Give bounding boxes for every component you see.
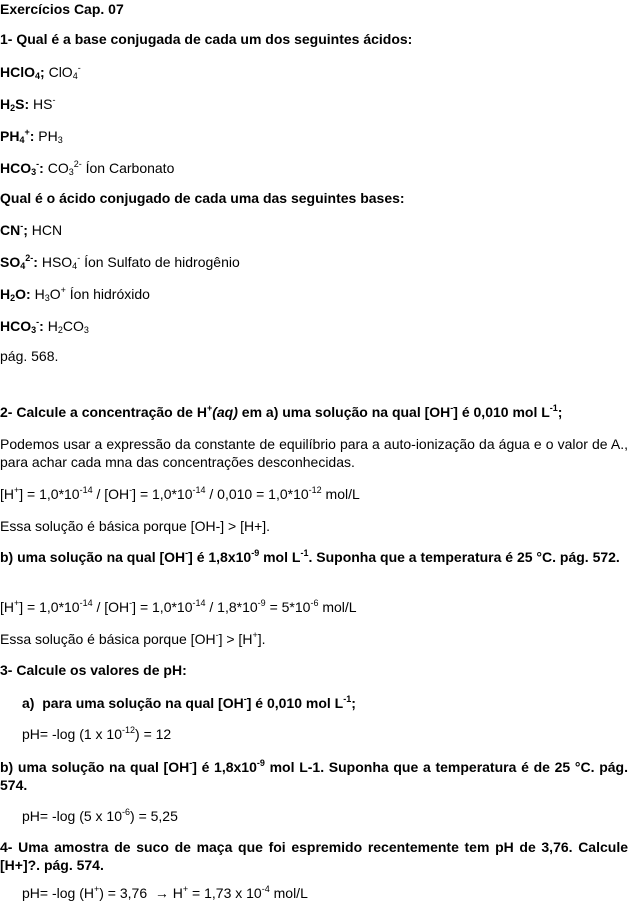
q2-explanation: Podemos usar a expressão da constante de equilíbrio para a auto-ionização da água e o valor de A., para achar cada mna das concentrações desconhecidas. <box>0 436 628 470</box>
q3-prompt-a: a) para uma solução na qual [OH-] é 0,010 mol $L^{-1}$; <box>22 694 356 711</box>
q3-answer-a: pH= -log (1 x $10^{-12}) = 12$ <box>22 725 172 742</box>
q1-item-hco3: $HCO_3^-$: $CO_3^{2-}$ Íon Carbonato <box>0 159 175 177</box>
question-4-prompt: 4- Uma amostra de suco de maça que foi espremido recentemente tem pH de 3,76. Calcule [H+]?. pág. 574. <box>0 839 628 873</box>
q1-item-hco3-base: $HCO_3^-$: $H_2CO_3$ <box>0 317 89 335</box>
q2-result-b: Essa solução é básica porque [OH-] > [H+]. <box>0 630 266 647</box>
q1-item-h2s: $H_2S$: HS- <box>0 95 56 113</box>
document-title: Exercícios Cap. 07 <box>0 1 124 17</box>
q1-item-cn: CN-; HCN <box>0 221 63 238</box>
question-2-prompt-a: 2- Calcule a concentração de H+(aq) em a) uma solução na qual [OH-] é 0,010 mol $L^{-1}$; <box>0 403 563 420</box>
q2-calculation-b: $[H^+] = 1,0*10^{-14} / [OH^-] = 1,0*10^{-14} / 1,8*10^{-9} = 5*10^{-6}$ mol/L <box>0 598 357 615</box>
q2-calculation-a: $[H^+] = 1,0*10^{-14} / [OH^-] = 1,0*10^{-14} / 0,010 = 1,0*10^{-12}$ mol/L <box>0 485 360 502</box>
q1-page-reference: pág. 568. <box>0 348 59 364</box>
question-3-prompt: 3- Calcule os valores de pH: <box>0 662 187 678</box>
q2-result-a: Essa solução é básica porque [OH-] > [H+]. <box>0 518 271 534</box>
q3-answer-b: pH= -log (5 x $10^{-6}) = 5,25$ <box>22 807 178 824</box>
q3-prompt-b: b) uma solução na qual [OH-] é $1,8x10^{-9}$ mol L-1. Suponha que a temperatura é de 25 °C. pág. 574. <box>0 758 628 793</box>
question-1-prompt: 1- Qual é a base conjugada de cada um dos seguintes ácidos: <box>0 31 413 47</box>
q1-item-ph4: $PH_4^+$: $PH_3$ <box>0 127 63 145</box>
question-2-prompt-b: b) uma solução na qual [OH-] é $1,8x10^{-9}$ mol $L^{-1}$. Suponha que a temperatura é 25 °C. pág. 572. <box>0 548 620 565</box>
question-1-prompt-2: Qual é o ácido conjugado de cada uma das seguintes bases: <box>0 190 405 206</box>
q1-item-hclo4: HClO$_4$; ClO$_4$- <box>0 63 81 81</box>
q1-item-h2o: $H_2O$: $H_3O^+$ Íon hidróxido <box>0 285 150 303</box>
q1-item-so4: $SO_4^{2-}$: $HSO_4^-$ Íon Sulfato de hidrogênio <box>0 253 240 271</box>
q4-answer: pH= -log (H+) = 3,76 → H+ = 1,73 x $10^{-4}$ mol/L <box>22 884 308 901</box>
